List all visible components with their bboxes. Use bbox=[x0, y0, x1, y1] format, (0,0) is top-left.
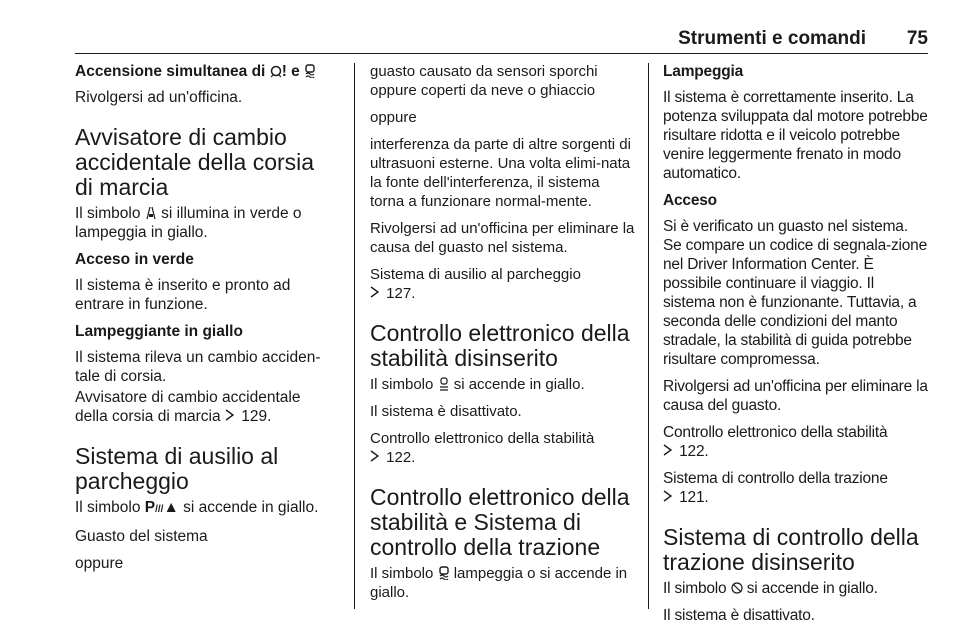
heading-flashing: Lampeggia bbox=[663, 63, 744, 80]
header-rule bbox=[75, 53, 928, 54]
paragraph: Guasto del sistema bbox=[75, 528, 208, 545]
section-heading-parking-assist: Sistema di ausilio al parcheggio bbox=[75, 443, 279, 494]
column-divider bbox=[648, 63, 649, 609]
paragraph: Avvisatore di cambio accidentale della corsia di marcia 129. bbox=[75, 389, 301, 425]
page-reference-arrow-icon bbox=[663, 444, 675, 458]
paragraph: Il simbolo si accende in giallo. bbox=[370, 376, 585, 393]
paragraph: Controllo elettronico della stabilità 122. bbox=[663, 424, 888, 460]
paragraph: guasto causato da sensori sporchi oppure coperti da neve o ghiaccio bbox=[370, 63, 598, 99]
page-reference-arrow-icon bbox=[370, 286, 382, 300]
heading-on: Acceso bbox=[663, 192, 717, 209]
section-heading-lane-departure: Avvisatore di cambio accidentale della corsia di marcia bbox=[75, 124, 315, 200]
esc-off-icon bbox=[438, 377, 450, 391]
heading-on-green: Acceso in verde bbox=[75, 251, 194, 268]
column-3 bbox=[663, 62, 930, 633]
paragraph: Il sistema è disattivato. bbox=[370, 403, 522, 420]
page-number: 75 bbox=[906, 28, 928, 49]
paragraph: Sistema di ausilio al parcheggio 127. bbox=[370, 266, 581, 302]
section-heading-tc-off: Sistema di controllo della trazione disinserito bbox=[663, 524, 919, 575]
column-divider bbox=[354, 63, 355, 609]
paragraph: Rivolgersi ad un'officina per eliminare la causa del guasto. bbox=[663, 378, 928, 414]
paragraph: Rivolgersi ad un'officina per eliminare la causa del guasto nel sistema. bbox=[370, 220, 635, 256]
paragraph: Rivolgersi ad un'officina. bbox=[75, 89, 243, 106]
column-2 bbox=[370, 62, 635, 610]
paragraph: Il simbolo si accende in giallo. bbox=[663, 580, 878, 597]
paragraph: oppure bbox=[75, 555, 124, 572]
heading-simultaneous: Accensione simultanea di ! e bbox=[75, 62, 337, 82]
page-reference-arrow-icon bbox=[663, 490, 675, 504]
paragraph: Il sistema è correttamente inserito. La potenza sviluppata dal motore potrebbe risultare ridotta e il veicolo potrebbe venire leggermente frenato in modo automatico. bbox=[663, 89, 928, 182]
paragraph: interferenza da parte di altre sorgenti di ultrasuoni esterne. Una volta elimi-nata la fonte dell'interferenza, il sistema torna a funzionare normal-mente. bbox=[370, 136, 631, 210]
lane-departure-icon bbox=[145, 206, 157, 220]
paragraph: Sistema di controllo della trazione 121. bbox=[663, 470, 888, 506]
paragraph: Il sistema è disattivato. bbox=[663, 607, 815, 624]
esc-icon bbox=[438, 566, 450, 580]
page-title: Strumenti e comandi bbox=[678, 28, 866, 49]
parking-assist-icon: P///▲ bbox=[144, 499, 179, 516]
esc-icon bbox=[304, 64, 316, 78]
warning-icon: ! bbox=[281, 63, 287, 80]
paragraph: Il sistema rileva un cambio acciden-tale di corsia. bbox=[75, 349, 321, 385]
paragraph: Il simbolo si illumina in verde o lampeggia in giallo. bbox=[75, 205, 302, 241]
paragraph: Il sistema è inserito e pronto ad entrare in funzione. bbox=[75, 277, 291, 313]
traction-control-off-icon bbox=[731, 581, 743, 595]
paragraph: Controllo elettronico della stabilità 122. bbox=[370, 430, 595, 466]
column-1 bbox=[75, 62, 337, 581]
paragraph: Il simbolo P///▲ si accende in giallo. bbox=[75, 499, 319, 516]
section-heading-esc-tc: Controllo elettronico della stabilità e Sistema di controllo della trazione bbox=[370, 484, 630, 560]
esc-icon bbox=[270, 64, 282, 78]
paragraph: Si è verificato un guasto nel sistema. Se compare un codice di segnala-zione nel Driver Information Center. È possibile continuare il viaggio. Il sistema non è funzionante. Tuttavia, a seconda delle condizioni del manto stradale, la stabilità di guida potrebbe risultare compromessa. bbox=[663, 218, 928, 368]
page-reference-arrow-icon bbox=[225, 409, 237, 423]
section-heading-esc-off: Controllo elettronico della stabilità disinserito bbox=[370, 320, 630, 371]
paragraph: Il simbolo lampeggia o si accende in giallo. bbox=[370, 565, 628, 601]
page-reference-arrow-icon bbox=[370, 450, 382, 464]
page-header bbox=[75, 28, 928, 54]
heading-flashing-yellow: Lampeggiante in giallo bbox=[75, 323, 243, 340]
paragraph: oppure bbox=[370, 109, 417, 126]
